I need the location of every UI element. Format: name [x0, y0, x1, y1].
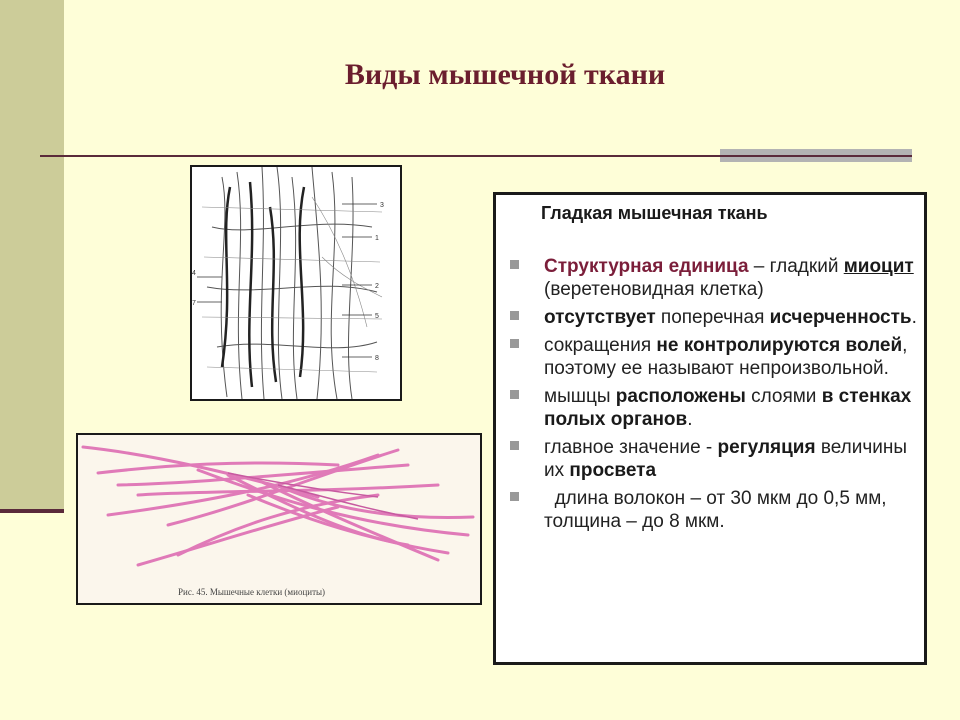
myocytes-caption: Рис. 45. Мышечные клетки (миоциты) — [178, 587, 326, 597]
drawing-label: 4 — [192, 270, 196, 277]
drawing-label: 2 — [375, 283, 379, 290]
title-divider-accent — [720, 149, 912, 162]
bullet-text-part: . — [687, 409, 693, 430]
tissue-drawing-image — [190, 165, 402, 401]
bullet-text-part: величины их — [544, 437, 908, 481]
bullet-text-part: сокращения — [544, 335, 657, 356]
box-heading: Гладкая мышечная ткань — [541, 203, 768, 223]
left-band-underline — [0, 509, 64, 513]
content-box — [493, 192, 927, 665]
bullet-list — [510, 255, 920, 538]
bullet-text-part: миоцит — [843, 256, 914, 277]
bullet-marker — [510, 311, 519, 320]
bullet-text-part: в стенках полых органов — [544, 386, 912, 430]
bullet-text-part: , поэтому ее называют непроизвольной. — [544, 335, 908, 379]
myocytes-svg — [78, 435, 480, 603]
bullet-text-part: . — [911, 307, 917, 328]
bullet-text-part: мышцы — [544, 386, 616, 407]
drawing-label: 1 — [375, 235, 379, 242]
bullet-marker — [510, 492, 519, 501]
bullet-marker — [510, 441, 519, 450]
bullet-text-part: (веретеновидная клетка) — [544, 279, 764, 300]
left-decorative-band — [0, 0, 64, 512]
drawing-label: 5 — [375, 313, 379, 320]
bullet-item — [510, 334, 920, 380]
drawing-label: 8 — [375, 355, 379, 362]
drawing-label: 7 — [192, 300, 196, 307]
bullet-text-part: не контролируются волей — [656, 335, 903, 356]
bullet-text-part: регуляция — [717, 437, 816, 458]
bullet-item — [510, 436, 920, 482]
bullet-marker — [510, 339, 519, 348]
bullet-text-part: главное значение - — [544, 437, 718, 458]
bullet-text-part: поперечная — [655, 307, 770, 328]
bullet-text-part: просвета — [569, 460, 657, 481]
bullet-item — [510, 385, 920, 431]
bullet-text-part: Структурная единица — [544, 256, 749, 277]
myocytes-photo-image — [76, 433, 482, 605]
drawing-label: 3 — [380, 202, 384, 209]
tissue-drawing-svg — [192, 167, 400, 399]
bullet-text-part: отсутствует — [544, 307, 656, 328]
bullet-text-part: – гладкий — [748, 256, 844, 277]
bullet-item — [510, 487, 920, 533]
bullet-text-part: слоями — [745, 386, 822, 407]
slide-title: Виды мышечной ткани — [344, 58, 666, 91]
bullet-text-part: исчерченность — [769, 307, 912, 328]
bullet-item — [510, 306, 920, 329]
bullet-item — [510, 255, 920, 301]
bullet-text-part: длина волокон – от 30 мкм до 0,5 мм, толщина – до 8 мкм. — [544, 488, 892, 532]
bullet-text-part: расположены — [615, 386, 746, 407]
bullet-marker — [510, 390, 519, 399]
bullet-marker — [510, 260, 519, 269]
